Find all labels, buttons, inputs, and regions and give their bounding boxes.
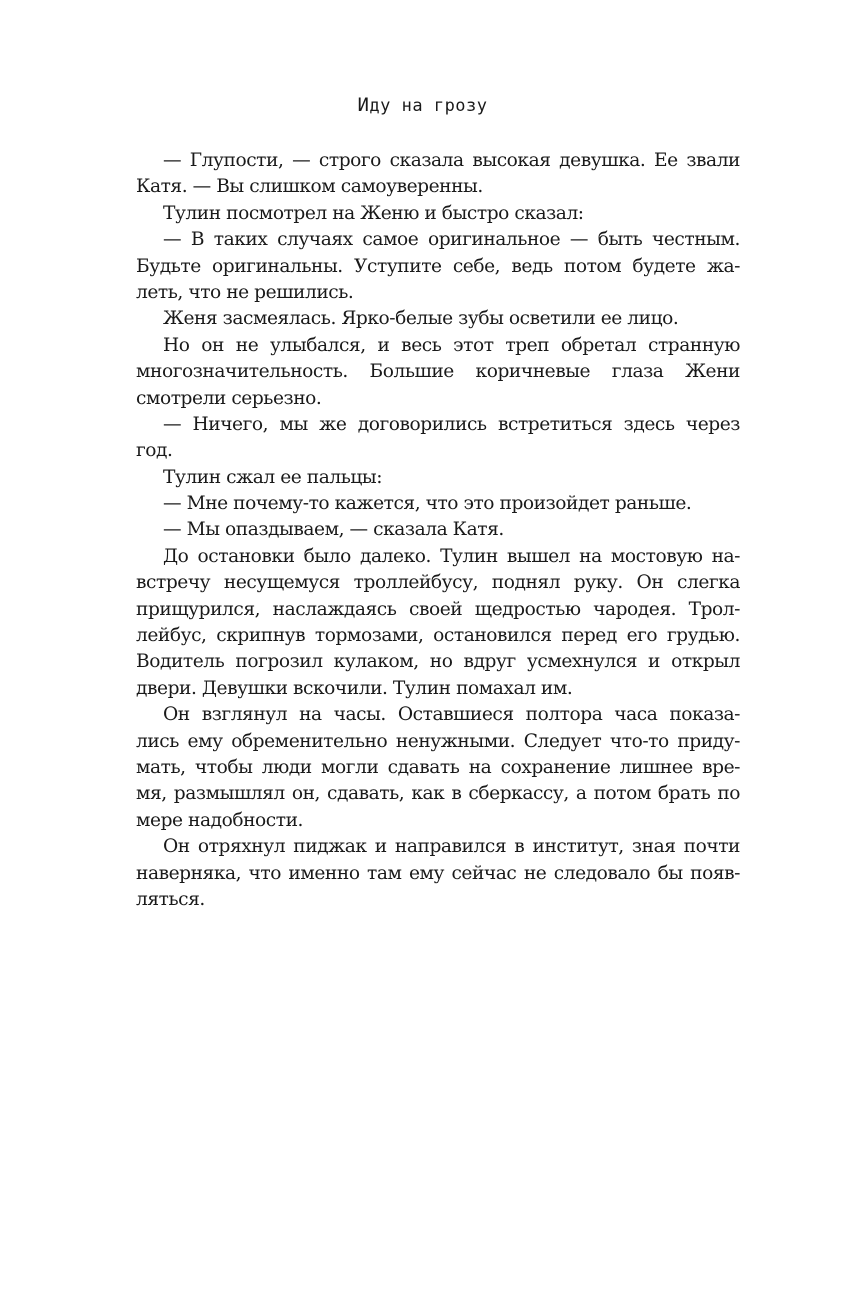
text-line: ляться. xyxy=(136,888,205,910)
text-line: прищурился, наслаждаясь своей щедростью чародея. Трол- xyxy=(136,598,740,620)
text-line: — Мне почему-то кажется, что это произойдет раньше. xyxy=(163,493,692,515)
text-line: наверняка, что именно там ему сейчас не следовало бы появ- xyxy=(136,862,740,884)
text-line: — Мы опаздываем, — сказала Катя. xyxy=(163,519,504,541)
text-line: Катя. — Вы слишком самоуверенны. xyxy=(136,176,483,198)
text-line: Тулин посмотрел на Женю и быстро сказал: xyxy=(163,202,584,224)
text-line: смотрели серьезно. xyxy=(136,387,322,409)
text-line: Но он не улыбался, и весь этот треп обретал странную xyxy=(163,334,740,356)
text-line: лись ему обременительно ненужными. Следует что-то приду- xyxy=(136,730,740,752)
text-line: — Ничего, мы же договорились встретиться здесь через xyxy=(163,413,740,435)
text-line: двери. Девушки вскочили. Тулин помахал им. xyxy=(136,677,573,699)
text-line: Водитель погрозил кулаком, но вдруг усмехнулся и открыл xyxy=(136,651,740,673)
text-line: Тулин сжал ее пальцы: xyxy=(163,466,383,488)
text-line: мере надобности. xyxy=(136,809,303,831)
text-line: леть, что не решились. xyxy=(136,281,354,303)
text-line: многозначительность. Большие коричневые глаза Жени xyxy=(136,361,740,383)
text-line: Он отряхнул пиджак и направился в институт, зная почти xyxy=(163,836,740,858)
text-line: Женя засмеялась. Ярко-белые зубы осветили ее лицо. xyxy=(163,308,679,330)
running-head-title: ду на грозу xyxy=(369,96,488,116)
text-line: До остановки было далеко. Тулин вышел на мостовую на- xyxy=(163,545,740,567)
text-line: год. xyxy=(136,440,173,462)
text-line: Он взглянул на часы. Оставшиеся полтора часа показа- xyxy=(163,704,740,726)
running-head-initial: И xyxy=(357,94,370,116)
text-line: мать, чтобы люди могли сдавать на сохранение лишнее вре- xyxy=(136,756,740,778)
text-line: лейбус, скрипнув тормозами, остановился перед его грудью. xyxy=(136,625,740,647)
text-line: мя, размышлял он, сдавать, как в сберкассу, а потом брать по xyxy=(136,783,740,805)
text-line: встречу несущемуся троллейбусу, поднял руку. Он слегка xyxy=(136,572,740,594)
text-line: — В таких случаях самое оригинальное — быть честным. xyxy=(163,229,740,251)
text-line: — Глупости, — строго сказала высокая девушка. Ее звали xyxy=(163,150,740,171)
text-line: Будьте оригинальны. Уступите себе, ведь потом будете жа- xyxy=(136,255,740,277)
body-text xyxy=(136,148,740,913)
running-head xyxy=(0,94,845,116)
